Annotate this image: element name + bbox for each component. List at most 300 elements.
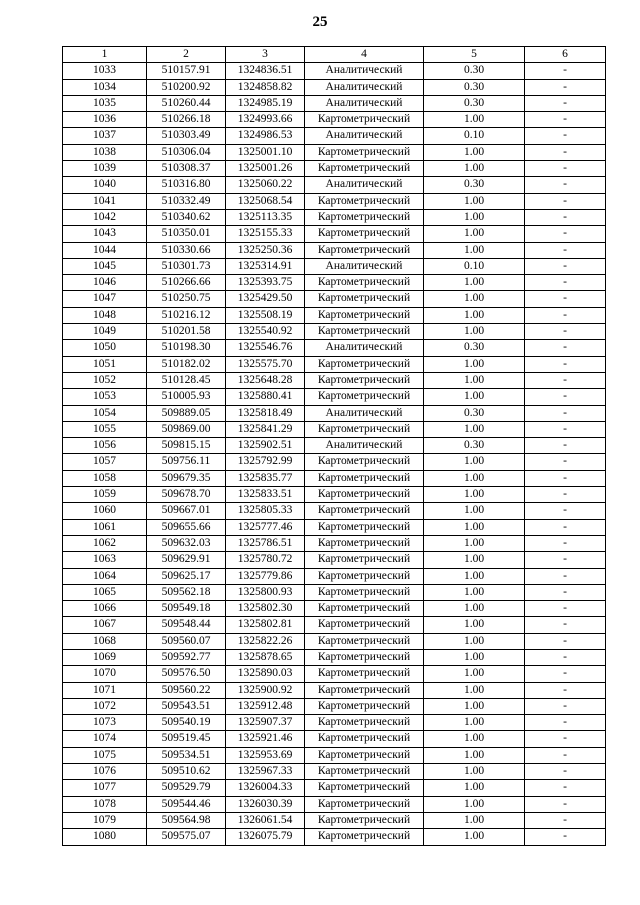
cell-coordinate-x: 510216.12: [147, 307, 226, 323]
cell-coordinate-y: 1325907.37: [226, 715, 305, 731]
cell-point-number: 1045: [63, 258, 147, 274]
cell-coordinate-x: 509544.46: [147, 796, 226, 812]
table-row: [63, 731, 606, 747]
cell-coordinate-y: 1326004.33: [226, 780, 305, 796]
cell-note: -: [525, 535, 606, 551]
table-body: [63, 63, 606, 845]
cell-method: Картометрический: [305, 209, 424, 225]
cell-point-number: 1046: [63, 275, 147, 291]
cell-point-number: 1040: [63, 177, 147, 193]
cell-point-number: 1062: [63, 535, 147, 551]
cell-point-number: 1039: [63, 161, 147, 177]
cell-method: Картометрический: [305, 584, 424, 600]
cell-accuracy: 1.00: [424, 829, 525, 845]
table-row: [63, 503, 606, 519]
cell-coordinate-x: 509629.91: [147, 552, 226, 568]
cell-point-number: 1068: [63, 633, 147, 649]
cell-method: Аналитический: [305, 177, 424, 193]
cell-note: -: [525, 698, 606, 714]
cell-method: Картометрический: [305, 421, 424, 437]
cell-note: -: [525, 209, 606, 225]
cell-method: Картометрический: [305, 649, 424, 665]
cell-note: -: [525, 144, 606, 160]
cell-note: -: [525, 682, 606, 698]
cell-coordinate-y: 1325878.65: [226, 649, 305, 665]
table-row: [63, 454, 606, 470]
cell-method: Картометрический: [305, 715, 424, 731]
cell-coordinate-x: 509815.15: [147, 438, 226, 454]
cell-note: -: [525, 275, 606, 291]
column-header-4: 4: [305, 47, 424, 63]
cell-note: -: [525, 63, 606, 79]
cell-method: Аналитический: [305, 95, 424, 111]
cell-coordinate-y: 1325786.51: [226, 535, 305, 551]
cell-coordinate-x: 510201.58: [147, 324, 226, 340]
cell-method: Аналитический: [305, 63, 424, 79]
cell-method: Картометрический: [305, 372, 424, 388]
table-row: [63, 796, 606, 812]
cell-note: -: [525, 584, 606, 600]
table-row: [63, 275, 606, 291]
cell-method: Картометрический: [305, 829, 424, 845]
cell-coordinate-x: 510250.75: [147, 291, 226, 307]
cell-note: -: [525, 666, 606, 682]
cell-accuracy: 0.30: [424, 79, 525, 95]
cell-point-number: 1077: [63, 780, 147, 796]
cell-coordinate-x: 510200.92: [147, 79, 226, 95]
cell-accuracy: 1.00: [424, 275, 525, 291]
cell-coordinate-y: 1325393.75: [226, 275, 305, 291]
column-header-3: 3: [226, 47, 305, 63]
cell-accuracy: 1.00: [424, 356, 525, 372]
cell-point-number: 1080: [63, 829, 147, 845]
cell-method: Картометрический: [305, 503, 424, 519]
cell-method: Картометрический: [305, 144, 424, 160]
cell-coordinate-x: 509560.07: [147, 633, 226, 649]
table-row: [63, 617, 606, 633]
cell-accuracy: 1.00: [424, 324, 525, 340]
cell-method: Картометрический: [305, 682, 424, 698]
cell-coordinate-y: 1325792.99: [226, 454, 305, 470]
cell-coordinate-x: 509540.19: [147, 715, 226, 731]
cell-coordinate-x: 509655.66: [147, 519, 226, 535]
table-row: [63, 829, 606, 845]
table-row: [63, 470, 606, 486]
table-row: [63, 421, 606, 437]
cell-method: Аналитический: [305, 258, 424, 274]
cell-point-number: 1058: [63, 470, 147, 486]
column-header-6: 6: [525, 47, 606, 63]
cell-point-number: 1060: [63, 503, 147, 519]
cell-method: Картометрический: [305, 470, 424, 486]
cell-coordinate-y: 1325779.86: [226, 568, 305, 584]
cell-note: -: [525, 715, 606, 731]
table-row: [63, 601, 606, 617]
cell-coordinate-x: 510350.01: [147, 226, 226, 242]
cell-point-number: 1076: [63, 764, 147, 780]
cell-note: -: [525, 633, 606, 649]
cell-note: -: [525, 291, 606, 307]
cell-accuracy: 1.00: [424, 682, 525, 698]
cell-method: Картометрический: [305, 601, 424, 617]
cell-coordinate-y: 1325575.70: [226, 356, 305, 372]
cell-coordinate-x: 510301.73: [147, 258, 226, 274]
cell-method: Аналитический: [305, 340, 424, 356]
cell-note: -: [525, 487, 606, 503]
cell-point-number: 1053: [63, 389, 147, 405]
cell-point-number: 1069: [63, 649, 147, 665]
cell-accuracy: 1.00: [424, 307, 525, 323]
header-row: [63, 47, 606, 63]
cell-note: -: [525, 307, 606, 323]
table-row: [63, 747, 606, 763]
cell-coordinate-y: 1325113.35: [226, 209, 305, 225]
cell-point-number: 1035: [63, 95, 147, 111]
cell-coordinate-x: 510005.93: [147, 389, 226, 405]
cell-coordinate-x: 510308.37: [147, 161, 226, 177]
cell-accuracy: 1.00: [424, 226, 525, 242]
cell-method: Аналитический: [305, 79, 424, 95]
cell-coordinate-y: 1325835.77: [226, 470, 305, 486]
cell-coordinate-y: 1325833.51: [226, 487, 305, 503]
table-row: [63, 372, 606, 388]
table-row: [63, 715, 606, 731]
cell-coordinate-x: 509564.98: [147, 812, 226, 828]
cell-coordinate-x: 509575.07: [147, 829, 226, 845]
table-row: [63, 487, 606, 503]
table-row: [63, 144, 606, 160]
table-row: [63, 356, 606, 372]
table-row: [63, 291, 606, 307]
cell-note: -: [525, 79, 606, 95]
cell-method: Картометрический: [305, 568, 424, 584]
cell-accuracy: 1.00: [424, 161, 525, 177]
cell-accuracy: 0.30: [424, 340, 525, 356]
cell-coordinate-x: 509560.22: [147, 682, 226, 698]
cell-coordinate-y: 1326075.79: [226, 829, 305, 845]
cell-accuracy: 1.00: [424, 568, 525, 584]
cell-coordinate-x: 510330.66: [147, 242, 226, 258]
cell-note: -: [525, 731, 606, 747]
cell-coordinate-y: 1325001.26: [226, 161, 305, 177]
cell-point-number: 1054: [63, 405, 147, 421]
cell-coordinate-x: 509678.70: [147, 487, 226, 503]
cell-method: Картометрический: [305, 307, 424, 323]
cell-method: Картометрический: [305, 291, 424, 307]
cell-method: Картометрический: [305, 226, 424, 242]
cell-coordinate-x: 509756.11: [147, 454, 226, 470]
cell-point-number: 1063: [63, 552, 147, 568]
table-row: [63, 112, 606, 128]
cell-coordinate-x: 509543.51: [147, 698, 226, 714]
cell-coordinate-x: 509529.79: [147, 780, 226, 796]
cell-note: -: [525, 454, 606, 470]
cell-note: -: [525, 568, 606, 584]
cell-point-number: 1066: [63, 601, 147, 617]
cell-accuracy: 1.00: [424, 487, 525, 503]
cell-coordinate-y: 1325822.26: [226, 633, 305, 649]
cell-method: Картометрический: [305, 519, 424, 535]
cell-coordinate-x: 509548.44: [147, 617, 226, 633]
cell-note: -: [525, 812, 606, 828]
cell-method: Картометрический: [305, 698, 424, 714]
cell-point-number: 1065: [63, 584, 147, 600]
cell-coordinate-y: 1325155.33: [226, 226, 305, 242]
cell-accuracy: 1.00: [424, 242, 525, 258]
cell-note: -: [525, 796, 606, 812]
cell-method: Картометрический: [305, 796, 424, 812]
cell-note: -: [525, 95, 606, 111]
cell-note: -: [525, 780, 606, 796]
cell-method: Картометрический: [305, 161, 424, 177]
cell-coordinate-y: 1324858.82: [226, 79, 305, 95]
table-row: [63, 519, 606, 535]
cell-point-number: 1075: [63, 747, 147, 763]
cell-accuracy: 1.00: [424, 470, 525, 486]
cell-coordinate-x: 510260.44: [147, 95, 226, 111]
table-row: [63, 535, 606, 551]
cell-method: Аналитический: [305, 128, 424, 144]
cell-coordinate-x: 510266.18: [147, 112, 226, 128]
cell-note: -: [525, 617, 606, 633]
cell-coordinate-y: 1325780.72: [226, 552, 305, 568]
cell-coordinate-y: 1325429.50: [226, 291, 305, 307]
cell-point-number: 1041: [63, 193, 147, 209]
table-row: [63, 340, 606, 356]
cell-point-number: 1050: [63, 340, 147, 356]
cell-accuracy: 1.00: [424, 112, 525, 128]
table-row: [63, 682, 606, 698]
cell-coordinate-x: 510128.45: [147, 372, 226, 388]
cell-note: -: [525, 552, 606, 568]
cell-coordinate-y: 1325902.51: [226, 438, 305, 454]
table-row: [63, 95, 606, 111]
cell-accuracy: 1.00: [424, 372, 525, 388]
cell-method: Аналитический: [305, 405, 424, 421]
cell-accuracy: 1.00: [424, 193, 525, 209]
cell-accuracy: 1.00: [424, 812, 525, 828]
cell-accuracy: 1.00: [424, 584, 525, 600]
column-header-5: 5: [424, 47, 525, 63]
cell-method: Картометрический: [305, 356, 424, 372]
cell-method: Картометрический: [305, 242, 424, 258]
cell-method: Картометрический: [305, 731, 424, 747]
cell-coordinate-x: 510316.80: [147, 177, 226, 193]
cell-point-number: 1067: [63, 617, 147, 633]
table-row: [63, 666, 606, 682]
table-row: [63, 209, 606, 225]
cell-method: Картометрический: [305, 389, 424, 405]
cell-accuracy: 1.00: [424, 666, 525, 682]
cell-accuracy: 0.30: [424, 95, 525, 111]
cell-coordinate-x: 509667.01: [147, 503, 226, 519]
table-row: [63, 324, 606, 340]
cell-coordinate-y: 1325540.92: [226, 324, 305, 340]
cell-coordinate-y: 1325648.28: [226, 372, 305, 388]
table-row: [63, 584, 606, 600]
cell-point-number: 1079: [63, 812, 147, 828]
cell-point-number: 1042: [63, 209, 147, 225]
table-row: [63, 633, 606, 649]
cell-accuracy: 1.00: [424, 421, 525, 437]
table-row: [63, 258, 606, 274]
cell-coordinate-x: 510303.49: [147, 128, 226, 144]
cell-accuracy: 1.00: [424, 747, 525, 763]
cell-coordinate-x: 509576.50: [147, 666, 226, 682]
cell-note: -: [525, 421, 606, 437]
table-row: [63, 389, 606, 405]
cell-method: Картометрический: [305, 552, 424, 568]
cell-method: Картометрический: [305, 633, 424, 649]
page-number: 25: [312, 14, 328, 30]
cell-coordinate-y: 1325250.36: [226, 242, 305, 258]
table-row: [63, 128, 606, 144]
cell-note: -: [525, 161, 606, 177]
cell-coordinate-y: 1325802.30: [226, 601, 305, 617]
cell-coordinate-x: 510266.66: [147, 275, 226, 291]
cell-point-number: 1038: [63, 144, 147, 160]
cell-point-number: 1070: [63, 666, 147, 682]
table-row: [63, 552, 606, 568]
table-row: [63, 764, 606, 780]
cell-note: -: [525, 177, 606, 193]
table-row: [63, 812, 606, 828]
cell-accuracy: 1.00: [424, 698, 525, 714]
cell-coordinate-x: 509549.18: [147, 601, 226, 617]
table-row: [63, 405, 606, 421]
table-row: [63, 79, 606, 95]
cell-coordinate-y: 1325068.54: [226, 193, 305, 209]
cell-accuracy: 0.30: [424, 405, 525, 421]
cell-coordinate-x: 509592.77: [147, 649, 226, 665]
table-row: [63, 63, 606, 79]
table-row: [63, 161, 606, 177]
cell-coordinate-y: 1324985.19: [226, 95, 305, 111]
cell-coordinate-y: 1325967.33: [226, 764, 305, 780]
cell-method: Картометрический: [305, 780, 424, 796]
cell-coordinate-y: 1325953.69: [226, 747, 305, 763]
cell-method: Картометрический: [305, 454, 424, 470]
cell-point-number: 1061: [63, 519, 147, 535]
cell-note: -: [525, 242, 606, 258]
cell-note: -: [525, 470, 606, 486]
cell-note: -: [525, 747, 606, 763]
cell-note: -: [525, 829, 606, 845]
cell-coordinate-x: 509510.62: [147, 764, 226, 780]
cell-coordinate-x: 509625.17: [147, 568, 226, 584]
cell-point-number: 1055: [63, 421, 147, 437]
cell-method: Картометрический: [305, 487, 424, 503]
cell-coordinate-y: 1325001.10: [226, 144, 305, 160]
cell-accuracy: 0.10: [424, 258, 525, 274]
cell-point-number: 1059: [63, 487, 147, 503]
cell-coordinate-y: 1325060.22: [226, 177, 305, 193]
cell-method: Картометрический: [305, 112, 424, 128]
cell-coordinate-y: 1325818.49: [226, 405, 305, 421]
cell-coordinate-y: 1325890.03: [226, 666, 305, 682]
cell-accuracy: 1.00: [424, 209, 525, 225]
cell-coordinate-x: 509519.45: [147, 731, 226, 747]
cell-coordinate-x: 509632.03: [147, 535, 226, 551]
cell-coordinate-y: 1325508.19: [226, 307, 305, 323]
cell-note: -: [525, 128, 606, 144]
cell-note: -: [525, 112, 606, 128]
table-row: [63, 242, 606, 258]
cell-point-number: 1072: [63, 698, 147, 714]
cell-accuracy: 1.00: [424, 764, 525, 780]
cell-point-number: 1034: [63, 79, 147, 95]
cell-point-number: 1033: [63, 63, 147, 79]
cell-note: -: [525, 258, 606, 274]
cell-accuracy: 1.00: [424, 731, 525, 747]
cell-accuracy: 0.30: [424, 63, 525, 79]
cell-note: -: [525, 764, 606, 780]
cell-note: -: [525, 601, 606, 617]
cell-coordinate-y: 1325880.41: [226, 389, 305, 405]
cell-method: Картометрический: [305, 193, 424, 209]
table-row: [63, 177, 606, 193]
cell-point-number: 1064: [63, 568, 147, 584]
cell-point-number: 1071: [63, 682, 147, 698]
cell-coordinate-y: 1324836.51: [226, 63, 305, 79]
cell-method: Картометрический: [305, 535, 424, 551]
table-row: [63, 307, 606, 323]
cell-note: -: [525, 519, 606, 535]
cell-point-number: 1049: [63, 324, 147, 340]
cell-point-number: 1078: [63, 796, 147, 812]
cell-accuracy: 1.00: [424, 796, 525, 812]
cell-coordinate-x: 510198.30: [147, 340, 226, 356]
cell-note: -: [525, 226, 606, 242]
cell-note: -: [525, 503, 606, 519]
cell-point-number: 1052: [63, 372, 147, 388]
cell-coordinate-x: 509889.05: [147, 405, 226, 421]
cell-accuracy: 1.00: [424, 144, 525, 160]
cell-accuracy: 0.10: [424, 128, 525, 144]
cell-method: Картометрический: [305, 747, 424, 763]
cell-accuracy: 1.00: [424, 291, 525, 307]
cell-coordinate-y: 1325546.76: [226, 340, 305, 356]
cell-accuracy: 1.00: [424, 633, 525, 649]
cell-accuracy: 1.00: [424, 780, 525, 796]
cell-coordinate-y: 1325314.91: [226, 258, 305, 274]
cell-coordinate-y: 1325921.46: [226, 731, 305, 747]
cell-coordinate-x: 509562.18: [147, 584, 226, 600]
cell-coordinate-x: 509679.35: [147, 470, 226, 486]
cell-coordinate-x: 509869.00: [147, 421, 226, 437]
cell-note: -: [525, 340, 606, 356]
cell-point-number: 1048: [63, 307, 147, 323]
cell-point-number: 1074: [63, 731, 147, 747]
column-header-1: 1: [63, 47, 147, 63]
cell-accuracy: 0.30: [424, 438, 525, 454]
table-row: [63, 568, 606, 584]
cell-point-number: 1057: [63, 454, 147, 470]
cell-point-number: 1044: [63, 242, 147, 258]
cell-note: -: [525, 193, 606, 209]
cell-note: -: [525, 405, 606, 421]
cell-accuracy: 1.00: [424, 503, 525, 519]
cell-coordinate-y: 1324986.53: [226, 128, 305, 144]
cell-method: Картометрический: [305, 812, 424, 828]
cell-coordinate-y: 1326061.54: [226, 812, 305, 828]
coordinates-table: [62, 46, 606, 846]
table-row: [63, 438, 606, 454]
cell-method: Картометрический: [305, 324, 424, 340]
cell-point-number: 1056: [63, 438, 147, 454]
cell-coordinate-x: 510340.62: [147, 209, 226, 225]
cell-point-number: 1073: [63, 715, 147, 731]
